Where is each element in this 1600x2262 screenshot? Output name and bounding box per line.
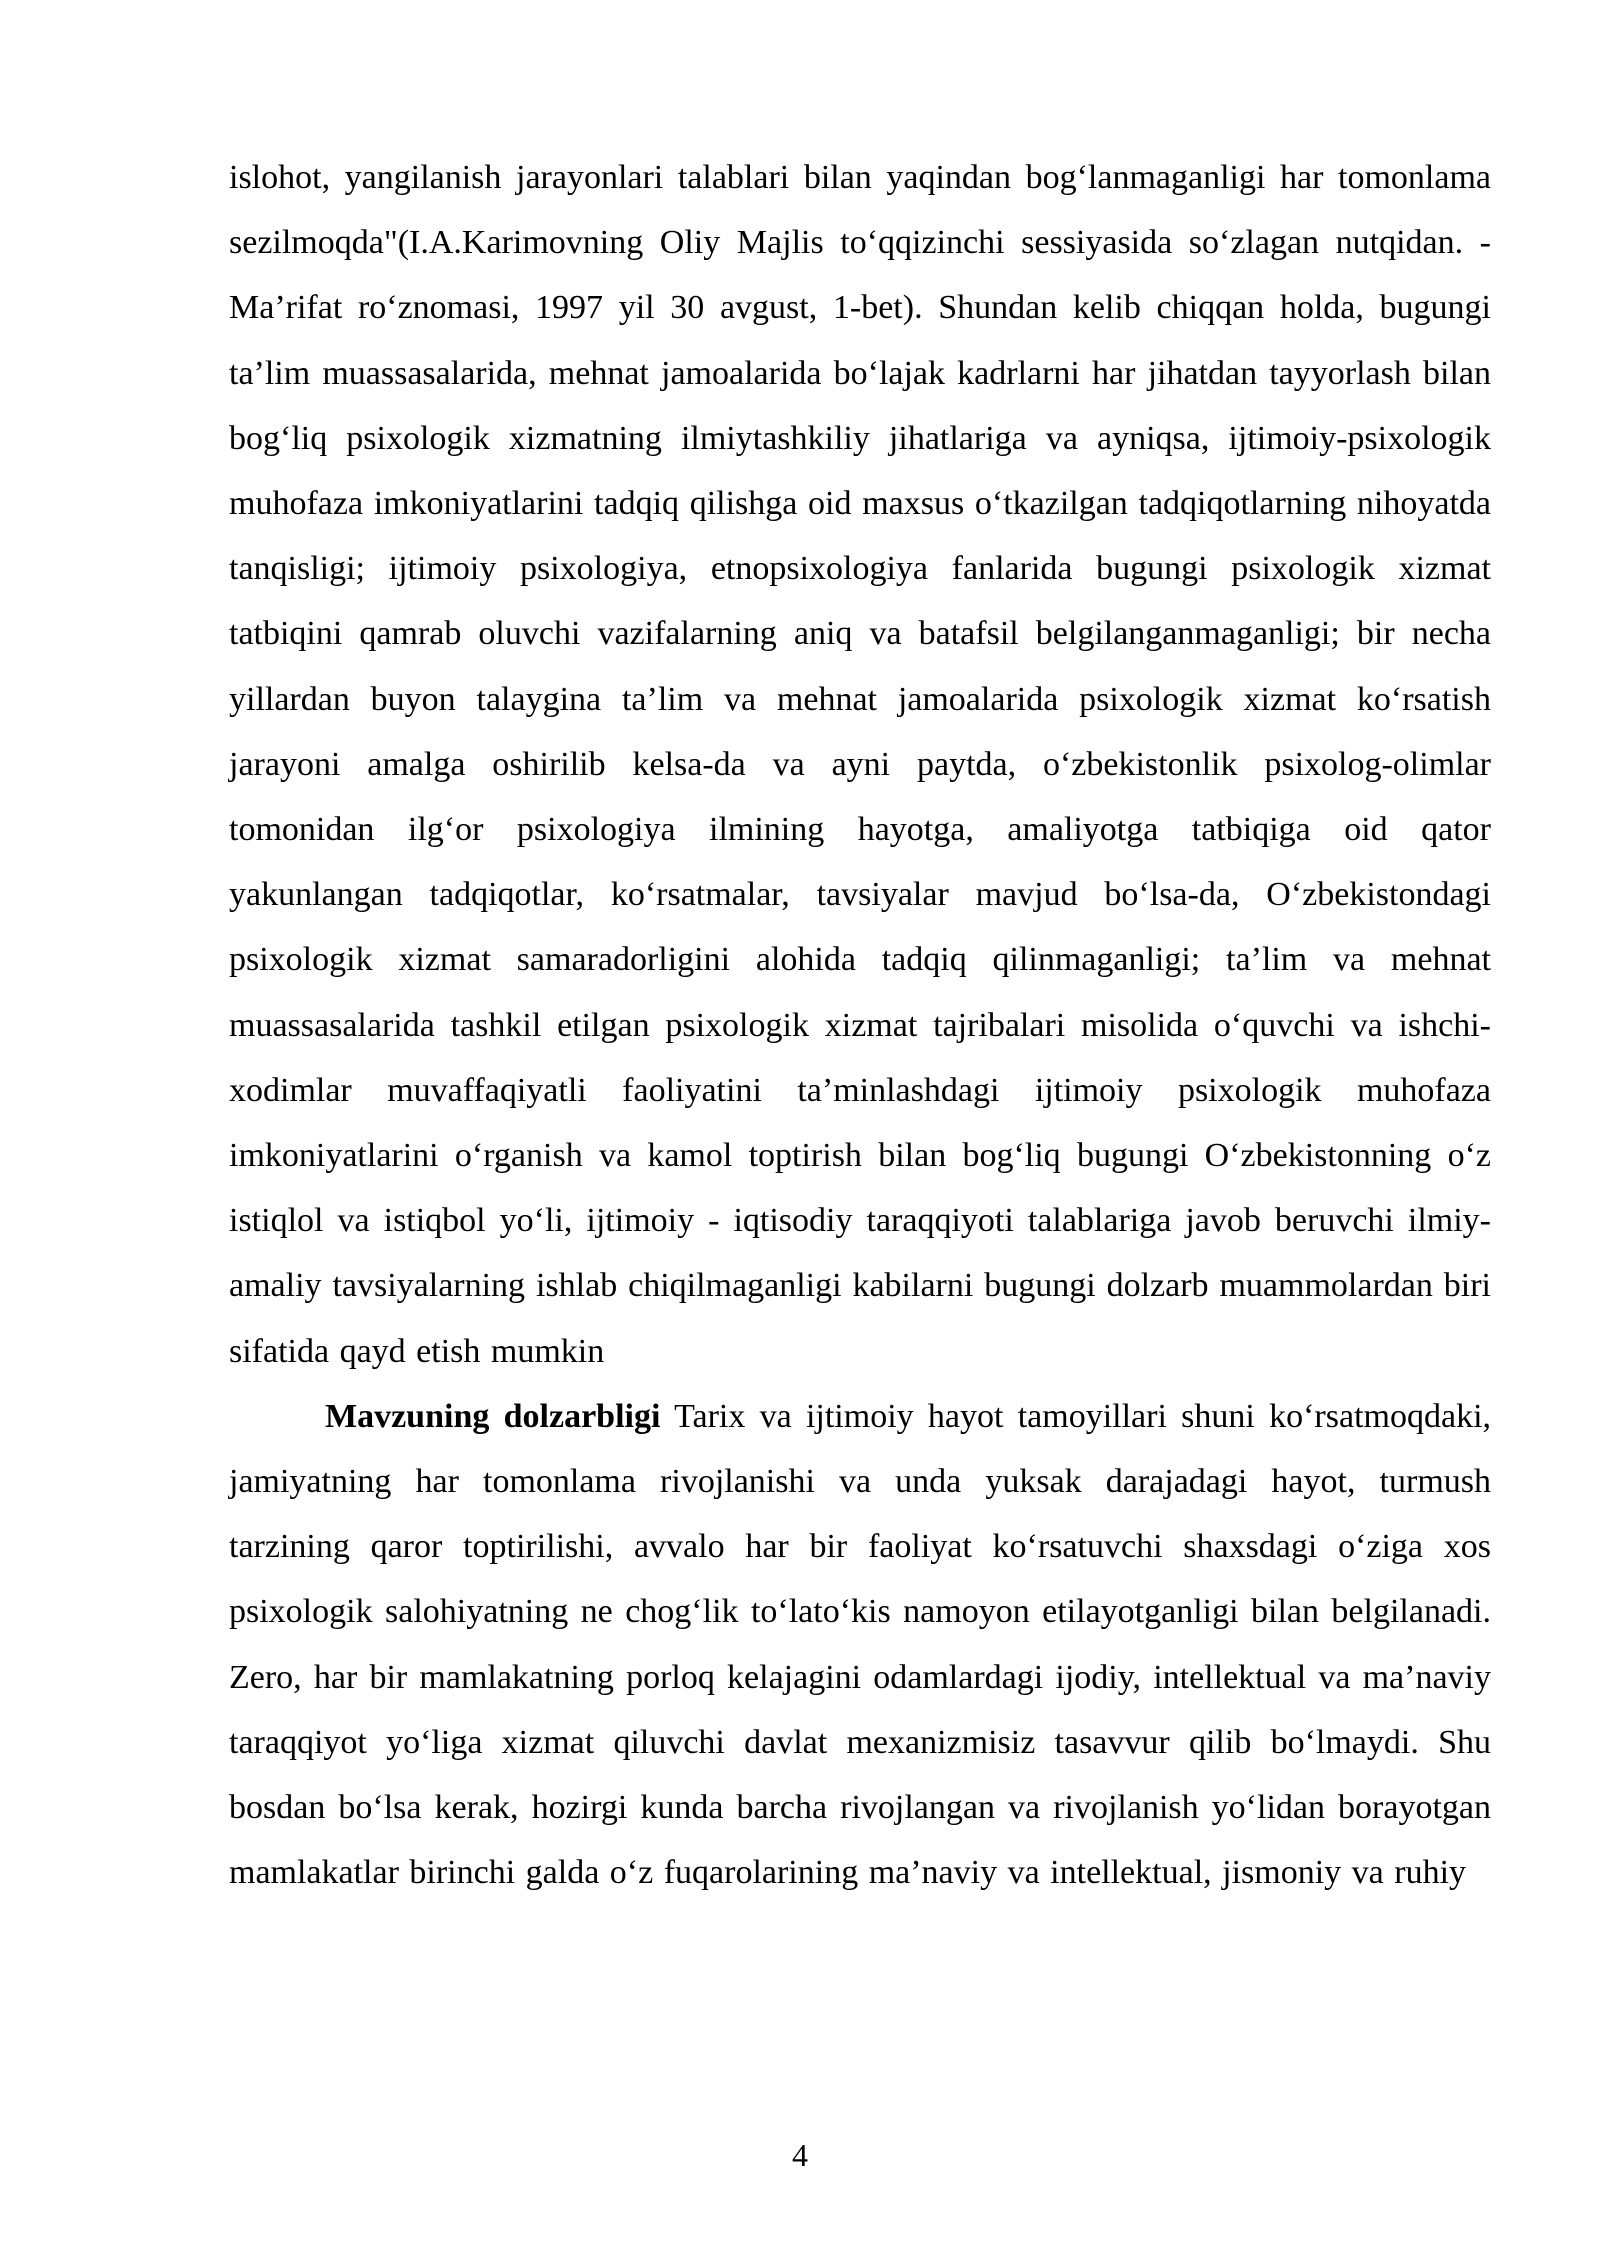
page-number: 4	[792, 2137, 808, 2173]
document-page	[229, 145, 1491, 1905]
paragraph-continuation: islohot, yangilanish jarayonlari talablari bilan yaqindan bog‘lanmaganligi har tomonlama sezilmoqda"(I.A.Karimovning Oliy Majlis to‘qqizinchi sessiyasida so‘zlagan nutqidan. -Ma’rifat ro‘znomasi, 1997 yil 30 avgust, 1-bet). Shundan kelib chiqqan holda, bugungi ta’lim muassasalarida, mehnat jamoalarida bo‘lajak kadrlarni har jihatdan tayyorlash bilan bog‘liq psixologik xizmatning ilmiytashkiliy jihatlariga va ayniqsa, ijtimoiy-psixologik muhofaza imkoniyatlarini tadqiq qilishga oid maxsus o‘tkazilgan tadqiqotlarning nihoyatda tanqisligi; ijtimoiy psixologiya, etnopsixologiya fanlarida bugungi psixologik xizmat tatbiqini qamrab oluvchi vazifalarning aniq va batafsil belgilanganmaganligi; bir necha yillardan buyon talaygina ta’lim va mehnat jamoalarida psixologik xizmat ko‘rsatish jarayoni amalga oshirilib kelsa-da va ayni paytda, o‘zbekistonlik psixolog-olimlar tomonidan ilg‘or psixologiya ilmining hayotga, amaliyotga tatbiqiga oid qator yakunlangan tadqiqotlar, ko‘rsatmalar, tavsiyalar mavjud bo‘lsa-da, O‘zbekistondagi psixologik xizmat samaradorligini alohida tadqiq qilinmaganligi; ta’lim va mehnat muassasalarida tashkil etilgan psixologik xizmat tajribalari misolida o‘quvchi va ishchi-xodimlar muvaffaqiyatli faoliyatini ta’minlashdagi ijtimoiy psixologik muhofaza imkoniyatlarini o‘rganish va kamol toptirish bilan bog‘liq bugungi O‘zbekistonning o‘z istiqlol va istiqbol yo‘li, ijtimoiy - iqtisodiy taraqqiyoti talablariga javob beruvchi ilmiy-amaliy tavsiyalarning ishlab chiqilmaganligi kabilarni bugungi dolzarb muammolardan biri sifatida qayd etish mumkin	[229, 159, 1491, 1370]
paragraph-relevance	[229, 1384, 1491, 1906]
paragraph-relevance-body: Tarix va ijtimoiy hayot tamoyillari shuni ko‘rsatmoqdaki, jamiyatning har tomonlama rivojlanishi va unda yuksak darajadagi hayot, turmush tarzining qaror toptirilishi, avvalo har bir faoliyat ko‘rsatuvchi shaxsdagi o‘ziga xos psixologik salohiyatning ne chog‘lik to‘lato‘kis namoyon etilayotganligi bilan belgilanadi. Zero, har bir mamlakatning porloq kelajagini odamlardagi ijodiy, intellektual va ma’naviy taraqqiyot yo‘liga xizmat qiluvchi davlat mexanizmisiz tasavvur qilib bo‘lmaydi. Shu bosdan bo‘lsa kerak, hozirgi kunda barcha rivojlangan va rivojlanish yo‘lidan borayotgan mamlakatlar birinchi galda o‘z fuqarolarining ma’naviy va intellektual, jismoniy va ruhiy	[229, 1397, 1492, 1892]
section-heading-relevance: Mavzuning dolzarbligi	[325, 1397, 661, 1435]
